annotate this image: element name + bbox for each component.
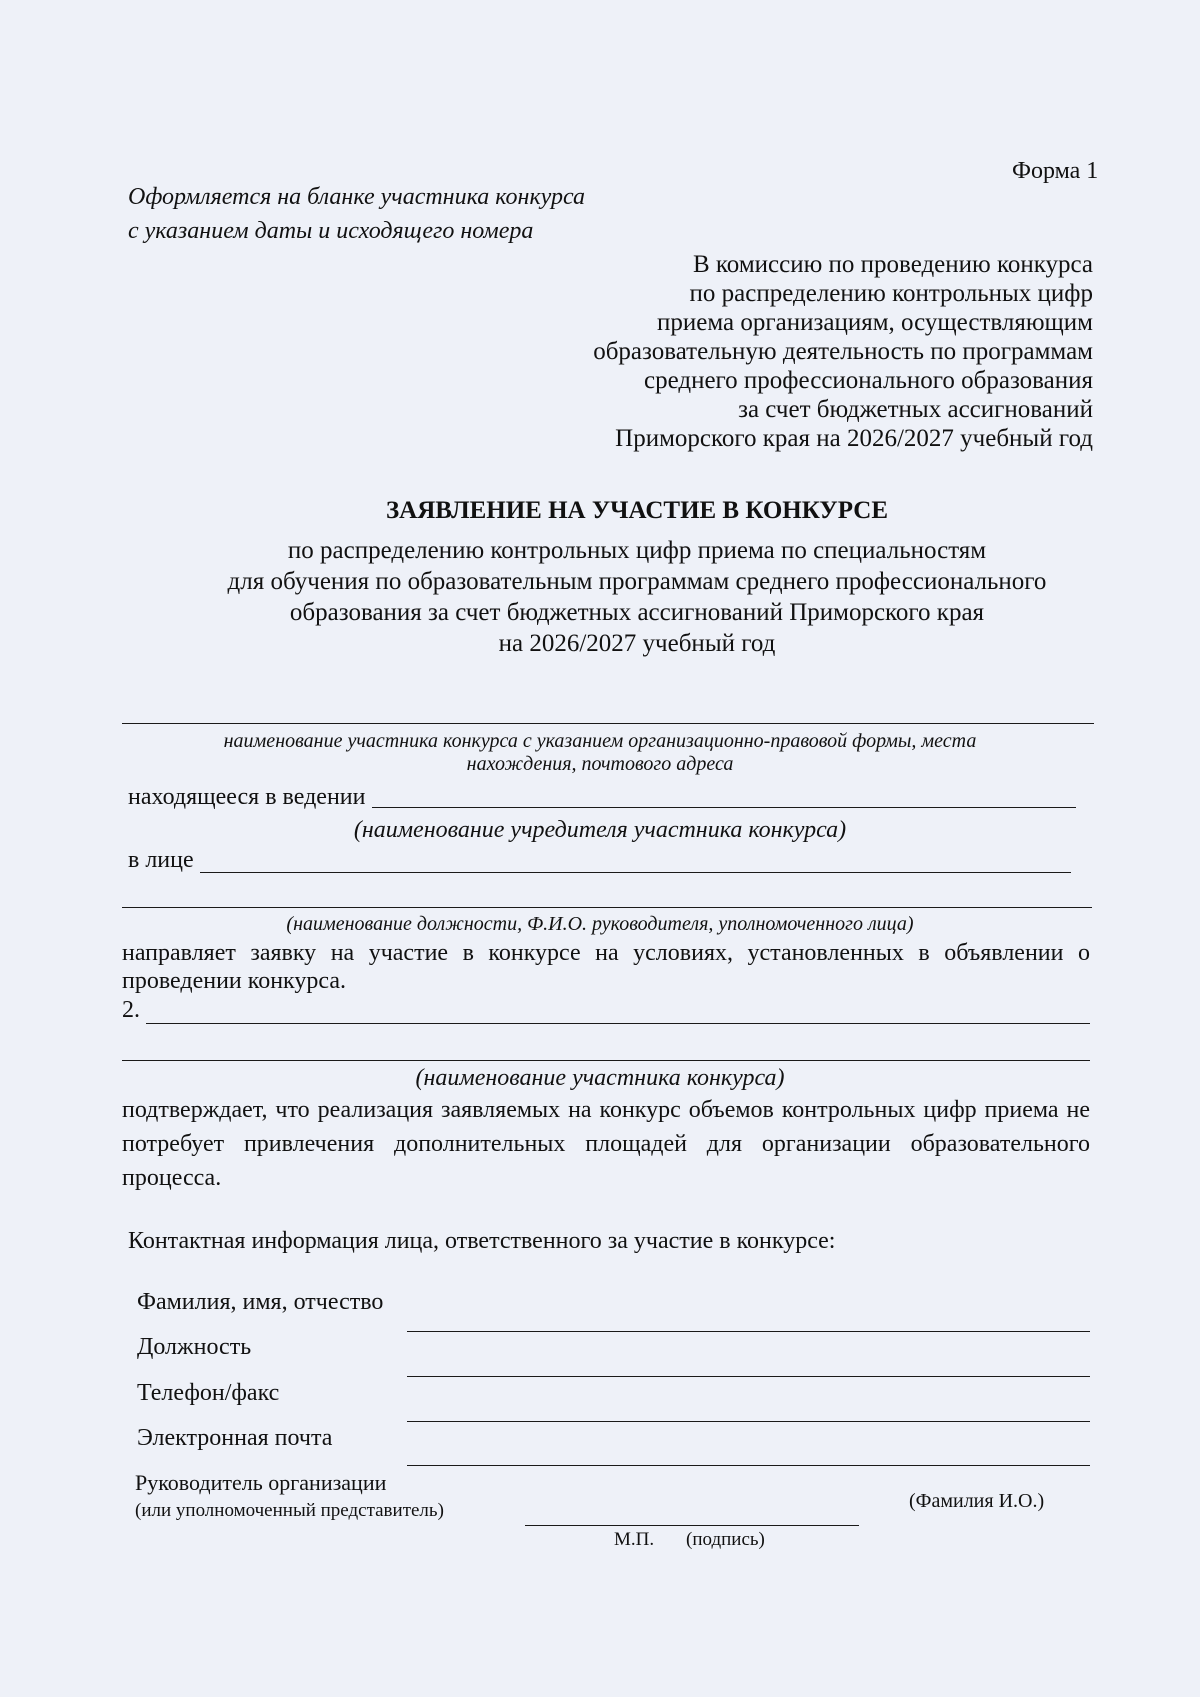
head-sub-label: (или уполномоченный представитель)	[135, 1500, 444, 1521]
sign-hint: (подпись)	[686, 1529, 765, 1550]
managed-by-label: находящееся в ведении	[128, 784, 366, 810]
contact-heading: Контактная информация лица, ответственного за участие в конкурсе:	[128, 1228, 836, 1254]
signature-line	[525, 1525, 859, 1526]
participant-name-line	[122, 723, 1094, 724]
addressee-line: образовательную деятельность по программам	[593, 338, 1093, 365]
founder-hint: (наименование учредителя участника конкурса)	[353, 817, 847, 843]
subtitle-line: образования за счет бюджетных ассигнований Приморского края	[289, 599, 985, 626]
subtitle-block	[0, 535, 1200, 659]
contact-phone-line	[407, 1421, 1090, 1422]
document-title: ЗАЯВЛЕНИЕ НА УЧАСТИЕ В КОНКУРСЕ	[385, 497, 889, 524]
confirm-line-1: подтверждает, что реализация заявляемых на конкурс объемов контрольных цифр приема не	[122, 1097, 1090, 1123]
item-2-label: 2.	[122, 997, 140, 1023]
note-line-1: Оформляется на бланке участника конкурса	[128, 184, 586, 210]
statement-line-2: проведении конкурса.	[122, 968, 346, 994]
founder-line	[372, 807, 1076, 808]
head-label: Руководитель организации	[135, 1470, 387, 1495]
note-line-2: с указанием даты и исходящего номера	[128, 218, 534, 244]
representative-line-2	[122, 907, 1092, 908]
confirm-line-3: процесса.	[122, 1165, 222, 1191]
addressee-line: приема организациям, осуществляющим	[657, 309, 1093, 336]
addressee-block	[593, 250, 1093, 453]
representative-line	[200, 872, 1071, 873]
addressee-line: за счет бюджетных ассигнований	[738, 396, 1093, 423]
participant-hint-line-1: наименование участника конкурса с указанием организационно-правовой формы, места	[223, 730, 977, 752]
addressee-line: среднего профессионального образования	[643, 367, 1093, 394]
subtitle-line: для обучения по образовательным программам среднего профессионального	[227, 568, 1047, 595]
addressee-line: по распределению контрольных цифр	[689, 280, 1093, 307]
participant-hint-line-2: нахождения, почтового адреса	[466, 753, 734, 775]
contact-label-email: Электронная почта	[137, 1425, 333, 1451]
contact-fio-line	[407, 1331, 1090, 1332]
subtitle-line: на 2026/2027 учебный год	[498, 630, 776, 657]
contact-position-line	[407, 1376, 1090, 1377]
confirm-line-2: потребует привлечения дополнительных площадей для организации образовательного	[122, 1131, 1090, 1157]
contact-email-line	[407, 1465, 1090, 1466]
item-2-line-2	[122, 1060, 1090, 1061]
item-2-line	[146, 1023, 1090, 1024]
subtitle-line: по распределению контрольных цифр приема по специальностям	[287, 537, 987, 564]
participant-name-hint: (наименование участника конкурса)	[415, 1065, 785, 1091]
stamp-label: М.П.	[614, 1529, 655, 1550]
addressee-line: Приморского края на 2026/2027 учебный год	[615, 425, 1093, 452]
contact-label-position: Должность	[137, 1334, 252, 1360]
represented-by-label: в лице	[128, 847, 194, 873]
contact-label-fio: Фамилия, имя, отчество	[137, 1289, 384, 1315]
position-hint: (наименование должности, Ф.И.О. руководителя, уполномоченного лица)	[286, 913, 914, 935]
contact-label-phone: Телефон/факс	[137, 1380, 280, 1406]
addressee-line: В комиссию по проведению конкурса	[693, 251, 1093, 278]
name-hint: (Фамилия И.О.)	[909, 1490, 1045, 1512]
form-label: Форма 1	[1012, 158, 1099, 184]
statement-line-1: направляет заявку на участие в конкурсе на условиях, установленных в объявлении о	[122, 940, 1090, 966]
